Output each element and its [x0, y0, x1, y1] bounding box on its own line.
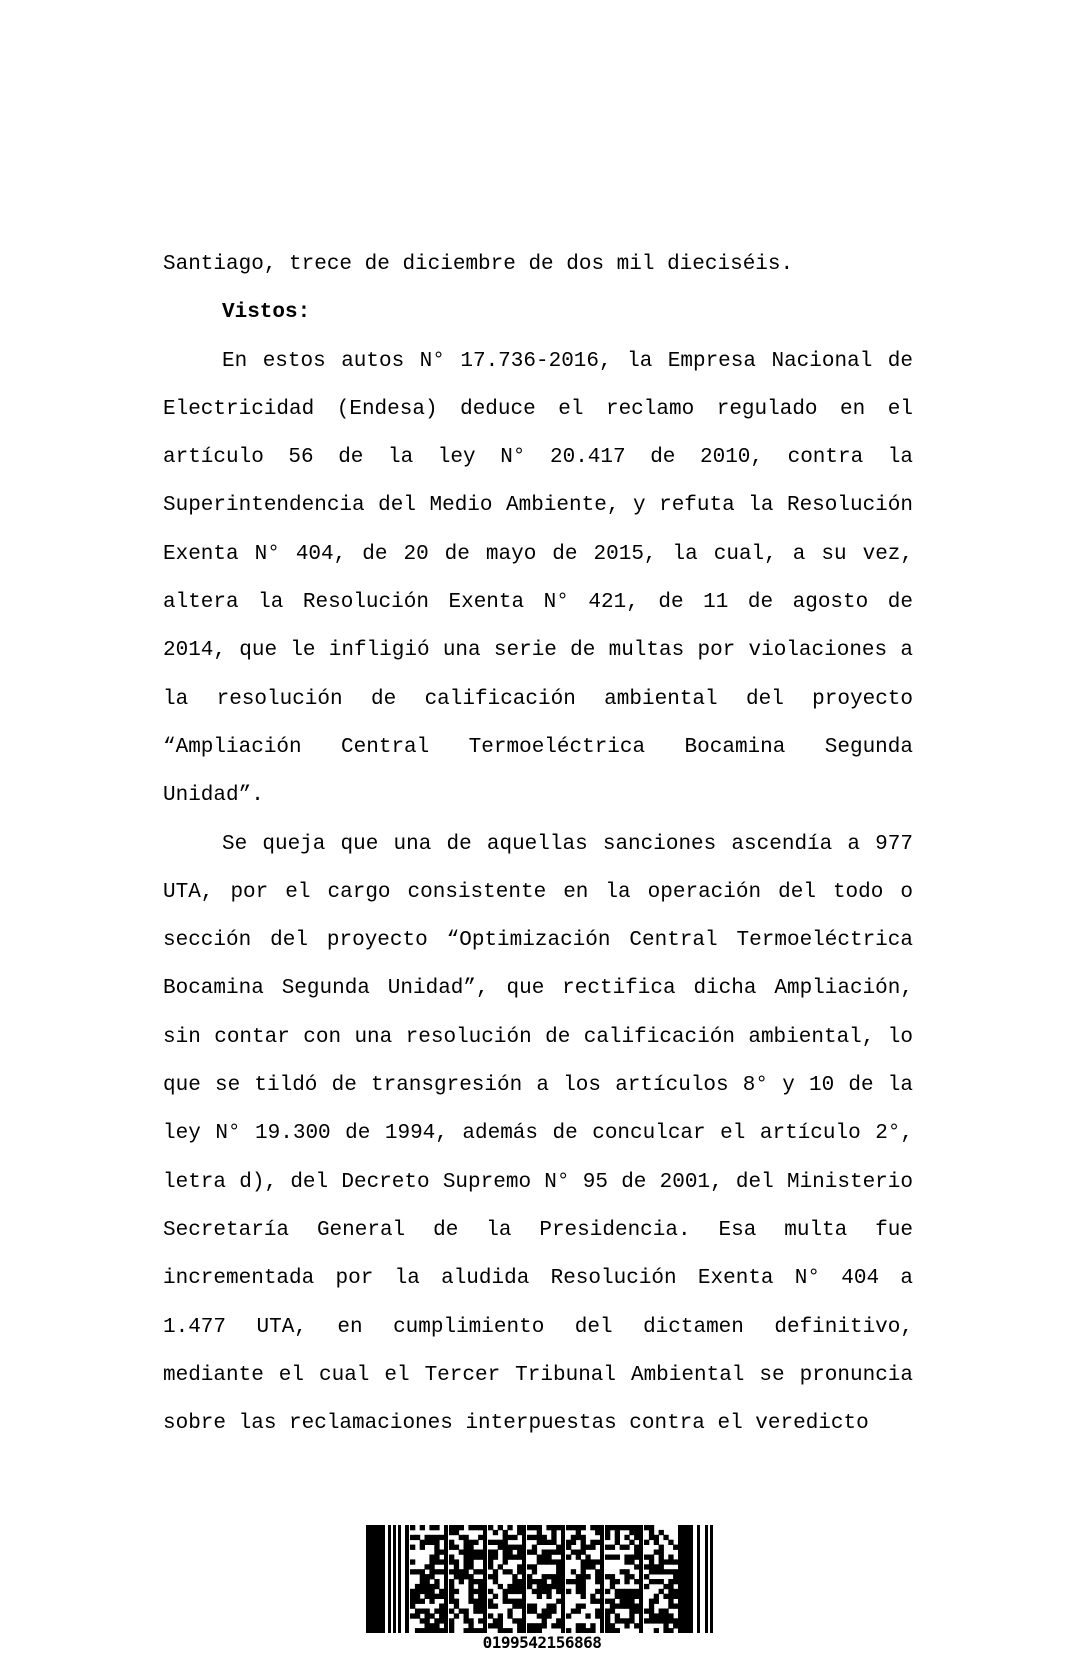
paragraph-queja: Se queja que una de aquellas sanciones ascendía a 977 UTA, por el cargo consistente en la operación del todo o sección del proyecto “Optimización Central Termoeléctrica Bocamina Segunda Unidad”, que rectifica dicha Ampliación, sin contar con una resolución de calificación ambiental, lo que se tildó de transgresión a los artículos 8° y 10 de la ley N° 19.300 de 1994, además de conculcar el artículo 2°, letra d), del Decreto Supremo N° 95 de 2001, del Ministerio Secretaría General de la Presidencia. Esa multa fue incrementada por la aludida Resolución Exenta N° 404 a 1.477 UTA, en cumplimiento del dictamen definitivo, mediante el cual el Tercer Tribunal Ambiental se pronuncia sobre las reclamaciones interpuestas contra el veredicto	[163, 832, 913, 1436]
document-body	[163, 241, 913, 1448]
barcode-number: 0199542156868	[482, 1633, 602, 1652]
date-line: Santiago, trece de diciembre de dos mil dieciséis.	[163, 253, 794, 276]
pdf417-barcode	[366, 1525, 718, 1633]
paragraph-autos: En estos autos N° 17.736-2016, la Empresa Nacional de Electricidad (Endesa) deduce el reclamo regulado en el artículo 56 de la ley N° 20.417 de 2010, contra la Superintendencia del Medio Ambiente, y refuta la Resolución Exenta N° 404, de 20 de mayo de 2015, la cual, a su vez, altera la Resolución Exenta N° 421, de 11 de agosto de 2014, que le infligió una serie de multas por violaciones a la resolución de calificación ambiental del proyecto “Ampliación Central Termoeléctrica Bocamina Segunda Unidad”.	[163, 349, 913, 808]
barcode-block	[366, 1525, 718, 1652]
section-heading-vistos: Vistos:	[222, 301, 311, 325]
